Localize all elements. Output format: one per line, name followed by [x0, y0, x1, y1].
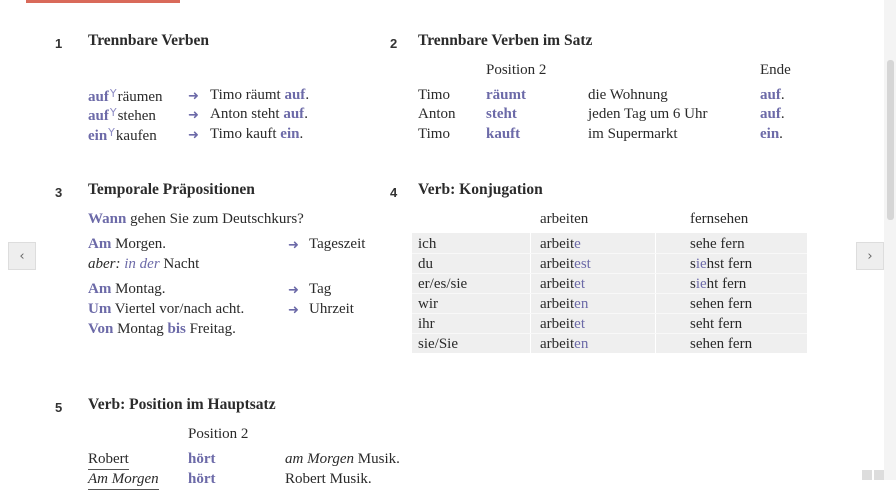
s5-time-first: Am Morgen [88, 471, 159, 490]
stem-rest: hst fern [706, 256, 753, 272]
conj-pronoun: er/es/sie [418, 276, 468, 292]
stem-rest: ht fern [706, 276, 747, 292]
table-row-divider [412, 293, 807, 294]
section-3-title: Temporale Präpositionen [88, 181, 255, 198]
section-4-title: Verb: Konjugation [418, 181, 543, 198]
vowel-change: ie [695, 256, 707, 272]
separator-mark-icon: Y [109, 87, 117, 100]
section-5-title: Verb: Position im Hauptsatz [88, 396, 276, 413]
ending: et [574, 316, 585, 332]
s2-verb: steht [486, 106, 517, 122]
arrow-right-icon: ➜ [188, 108, 199, 123]
particle: auf [283, 106, 305, 122]
s3-line-3 [88, 281, 166, 298]
prefix: ein [88, 128, 108, 144]
stem: arbeit [540, 336, 575, 352]
next-page-button[interactable]: › [856, 242, 884, 270]
ending: et [574, 276, 585, 292]
object: Musik. [354, 451, 400, 467]
period: . [780, 87, 785, 103]
vowel: e [695, 316, 703, 332]
stem: stehen [117, 108, 156, 124]
conj-pronoun: ihr [418, 316, 435, 332]
stem-start: s [690, 336, 696, 352]
s3-result-1: Tageszeit [309, 236, 366, 252]
period: . [304, 106, 308, 122]
section-4-number: 4 [390, 185, 398, 200]
sentence: Timo kauft [210, 126, 281, 142]
vowel: e [695, 236, 703, 252]
conj-pronoun: ich [418, 236, 437, 252]
conj-arbeiten [540, 236, 581, 253]
section-5-number: 5 [55, 400, 63, 415]
s2-end [760, 126, 783, 143]
particle: auf [760, 106, 781, 122]
time-phrase: am Morgen [285, 451, 355, 467]
s1-row-1 [88, 87, 163, 106]
arrow-right-icon: ➜ [288, 303, 299, 318]
preposition-bis: bis [167, 321, 186, 337]
arrow-right-icon: ➜ [288, 283, 299, 298]
s2-end [760, 87, 785, 104]
conj-pronoun: du [418, 256, 433, 272]
preposition: Um [88, 301, 112, 317]
table-row-divider [412, 313, 807, 314]
section-1-number: 1 [55, 36, 63, 51]
s3-line-1 [88, 236, 166, 253]
stem-start: s [690, 256, 696, 272]
scrollbar-thumb[interactable] [887, 60, 894, 220]
ending: e [574, 236, 581, 252]
s2-middle: im Supermarkt [588, 126, 678, 142]
aber-label: aber: [88, 256, 121, 272]
s3-question [88, 211, 304, 228]
phrase: Morgen. [111, 236, 167, 252]
conj-fernsehen [690, 236, 745, 253]
period: . [780, 106, 785, 122]
phrase: Nacht [159, 256, 200, 272]
stem: arbeit [540, 316, 575, 332]
vowel: e [695, 296, 703, 312]
conj-fernsehen [690, 256, 752, 273]
period: . [299, 126, 304, 142]
s5-verb: hört [188, 451, 216, 467]
vowel-change: ie [695, 276, 707, 292]
stem-rest: ht fern [702, 316, 743, 332]
s2-verb: kauft [486, 126, 521, 142]
s1-row-2 [88, 106, 156, 125]
s1-example-1 [210, 87, 309, 104]
position-2-header: Position 2 [188, 426, 249, 442]
conj-fernsehen [690, 276, 746, 293]
ending: en [574, 296, 589, 312]
section-1-title: Trennbare Verben [88, 32, 210, 49]
phrase: Viertel vor/nach acht. [111, 301, 245, 317]
stem-start: s [690, 296, 696, 312]
s2-end [760, 106, 785, 123]
ende-header: Ende [760, 62, 791, 78]
section-2-number: 2 [390, 36, 398, 51]
phrase: Freitag. [185, 321, 236, 337]
stem: kaufen [115, 128, 157, 144]
preposition: in der [120, 256, 160, 272]
prev-page-button[interactable]: ‹ [8, 242, 36, 270]
conjugation-table-background [412, 233, 807, 353]
stem: arbeit [540, 236, 575, 252]
top-accent-bar [26, 0, 180, 3]
s3-result-3: Tag [309, 281, 332, 297]
s2-subject: Anton [418, 106, 456, 122]
preposition: Am [88, 281, 112, 297]
preposition: Am [88, 236, 112, 252]
stem-start: s [690, 276, 696, 292]
ending: en [574, 336, 589, 352]
s2-verb: räumt [486, 87, 526, 103]
s2-middle: die Wohnung [588, 87, 668, 103]
conj-arbeiten [540, 316, 585, 333]
particle: ein [760, 126, 780, 142]
conj-header-fernsehen: fernsehen [690, 211, 749, 227]
s2-subject: Timo [418, 126, 450, 142]
position-2-header: Position 2 [486, 62, 547, 78]
s2-middle: jeden Tag um 6 Uhr [588, 106, 708, 122]
vowel: e [695, 336, 703, 352]
table-row-divider [412, 253, 807, 254]
s5-subject: Robert [88, 451, 129, 470]
s1-example-2 [210, 106, 308, 123]
stem-rest: hen fern [702, 296, 753, 312]
stem-rest: hen fern [702, 336, 753, 352]
s5-verb: hört [188, 471, 216, 487]
s5-rest [285, 451, 400, 468]
table-row-divider [412, 333, 807, 334]
stem: arbeit [540, 256, 575, 272]
stem: arbeit [540, 296, 575, 312]
separator-mark-icon: Y [109, 106, 117, 119]
conj-arbeiten [540, 256, 591, 273]
s1-row-3 [88, 126, 157, 145]
phrase: Montag. [111, 281, 166, 297]
prefix: auf [88, 89, 109, 105]
stem: räumen [117, 89, 163, 105]
conj-arbeiten [540, 276, 585, 293]
period: . [779, 126, 783, 142]
stem-rest: he fern [702, 236, 745, 252]
s1-example-3 [210, 126, 303, 143]
arrow-right-icon: ➜ [188, 89, 199, 104]
stem-start: s [690, 316, 696, 332]
stem-start: s [690, 236, 696, 252]
phrase: Montag [113, 321, 168, 337]
corner-block [862, 470, 872, 480]
section-2-title: Trennbare Verben im Satz [418, 32, 593, 49]
conj-pronoun: sie/Sie [418, 336, 458, 352]
conj-arbeiten [540, 336, 588, 353]
corner-block [874, 470, 884, 480]
particle: auf [284, 87, 306, 103]
s3-line-5 [88, 321, 236, 338]
stem: arbeit [540, 276, 575, 292]
prefix: auf [88, 108, 109, 124]
s5-rest: Robert Musik. [285, 471, 372, 487]
scrollbar-track[interactable] [884, 0, 896, 480]
particle: ein [280, 126, 300, 142]
section-3-number: 3 [55, 185, 63, 200]
s3-line-4 [88, 301, 244, 318]
period: . [305, 87, 310, 103]
question-rest: gehen Sie zum Deutschkurs? [126, 211, 304, 227]
s2-subject: Timo [418, 87, 450, 103]
conj-fernsehen [690, 316, 742, 333]
table-row-divider [412, 273, 807, 274]
sentence: Timo räumt [210, 87, 285, 103]
s3-line-2 [88, 256, 199, 273]
question-word: Wann [88, 211, 127, 227]
conj-fernsehen [690, 336, 752, 353]
arrow-right-icon: ➜ [288, 238, 299, 253]
arrow-right-icon: ➜ [188, 128, 199, 143]
sentence: Anton steht [210, 106, 284, 122]
conj-arbeiten [540, 296, 588, 313]
preposition: Von [88, 321, 114, 337]
conj-fernsehen [690, 296, 752, 313]
separator-mark-icon: Y [108, 126, 115, 139]
conj-pronoun: wir [418, 296, 438, 312]
ending: est [574, 256, 591, 272]
conj-header-arbeiten: arbeiten [540, 211, 589, 227]
particle: auf [760, 87, 781, 103]
s3-result-4: Uhrzeit [309, 301, 354, 317]
